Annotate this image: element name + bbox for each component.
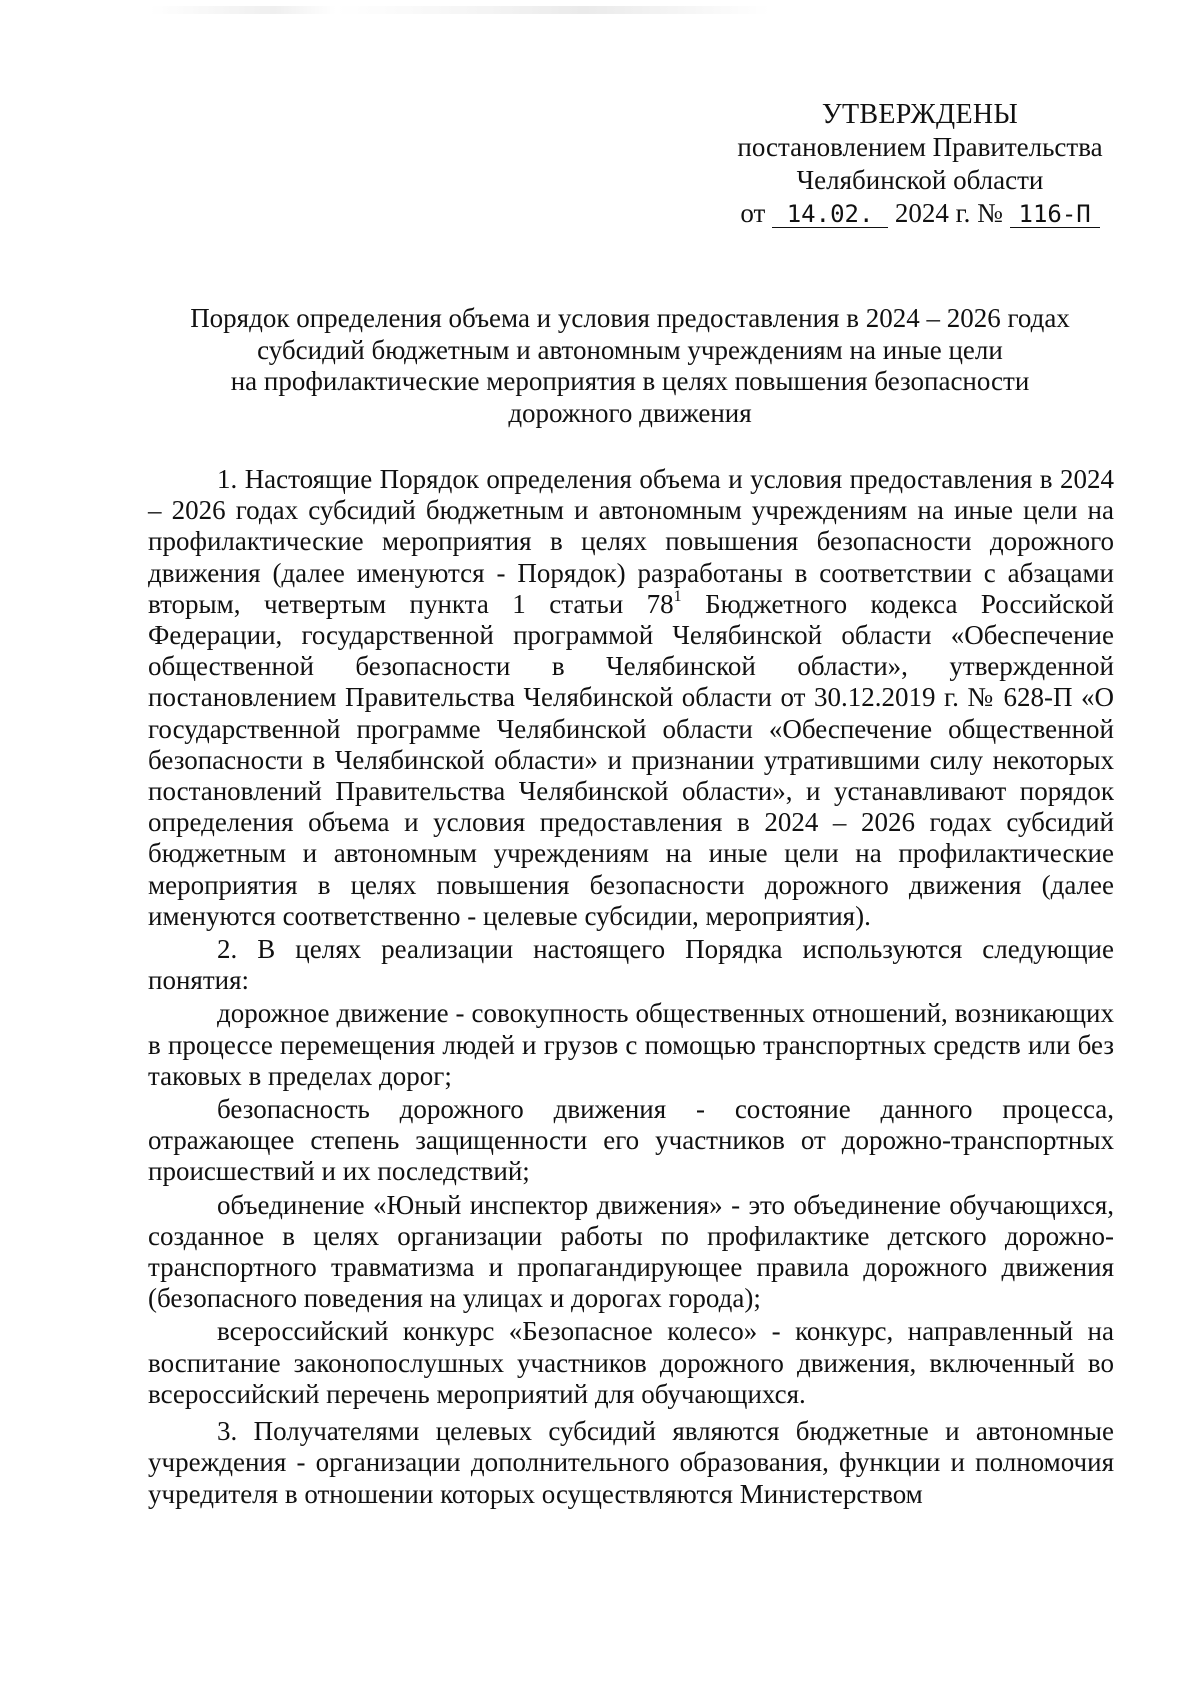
paragraph-1-part-b: Бюджетного кодекса Российской Федерации, государственной программой Челябинской области «Обеспечение общественной безопасности в Челябинской области», утвержденной постановлением Правительства Челябинской области от 30.12.2019 г. № 628-П «О государственной программе Челябинской области «Обеспечение общественной безопасности в Челябинской области» и признании утратившими силу некоторых постановлений Правительства Челябинской области», и устанавливают порядок определения объема и условия предоставления в 2024 – 2026 годах субсидий бюджетным и автономным учреждениям на иные цели на профилактические мероприятия в целях повышения безопасности дорожного движения (далее именуются соответственно - целевые субсидии, мероприятия).	[148, 588, 1114, 931]
approval-stamp-block	[720, 98, 1120, 230]
paragraph-3: 3. Получателями целевых субсидий являются бюджетные и автономные учреждения - организации дополнительного образования, функции и полномочия учредителя в отношении которых осуществляются Министерством	[148, 1416, 1114, 1509]
definition-road-traffic: дорожное движение - совокупность общественных отношений, возникающих в процессе перемещения людей и грузов с помощью транспортных средств или без таковых в пределах дорог;	[148, 998, 1114, 1091]
approval-date-line	[720, 197, 1120, 230]
approval-date-field: 14.02.	[772, 201, 888, 228]
title-line-4: дорожного движения	[508, 397, 752, 428]
definition-traffic-safety: безопасность дорожного движения - состояние данного процесса, отражающее степень защищенности его участников от дорожно-транспортных происшествий и их последствий;	[148, 1094, 1114, 1187]
approval-number-field: 116-П	[1010, 201, 1100, 228]
approval-year-label: 2024 г. №	[894, 198, 1003, 228]
title-line-2: субсидий бюджетным и автономным учреждениям на иные цели	[257, 334, 1003, 365]
paragraph-1	[148, 464, 1114, 932]
approval-line-1: постановлением Правительства	[737, 132, 1103, 162]
title-line-3: на профилактические мероприятия в целях повышения безопасности	[230, 366, 1030, 396]
paragraph-1-superscript: 1	[673, 587, 682, 605]
definition-young-inspector: объединение «Юный инспектор движения» - это объединение обучающихся, созданное в целях организации работы по профилактике детского дорожно-транспортного травматизма и пропагандирующее правила дорожного движения (безопасного поведения на улицах и дорогах города);	[148, 1189, 1114, 1314]
paragraph-2: 2. В целях реализации настоящего Порядка используются следующие понятия:	[148, 934, 1114, 996]
approval-from-label: от	[740, 198, 766, 228]
document-body	[148, 464, 1114, 1512]
document-title	[150, 303, 1110, 429]
definition-safe-wheel: всероссийский конкурс «Безопасное колесо» - конкурс, направленный на воспитание законопослушных участников дорожного движения, включенный во всероссийский перечень мероприятий для обучающихся.	[148, 1316, 1114, 1409]
scan-artifact	[150, 6, 770, 14]
approval-line-2: Челябинской области	[796, 165, 1044, 195]
paragraph-1-part-a: 1. Настоящие Порядок определения объема и условия предоставления в 2024 – 2026 годах субсидий бюджетным и автономным учреждениям на иные цели на профилактические мероприятия в целях повышения безопасности дорожного движения (далее именуются - Порядок) разработаны в соответствии с абзацами вторым, четвертым пункта 1 статьи 78	[148, 464, 1114, 619]
approval-heading: УТВЕРЖДЕНЫ	[821, 99, 1019, 130]
title-line-1: Порядок определения объема и условия предоставления в 2024 – 2026 годах	[190, 303, 1070, 333]
